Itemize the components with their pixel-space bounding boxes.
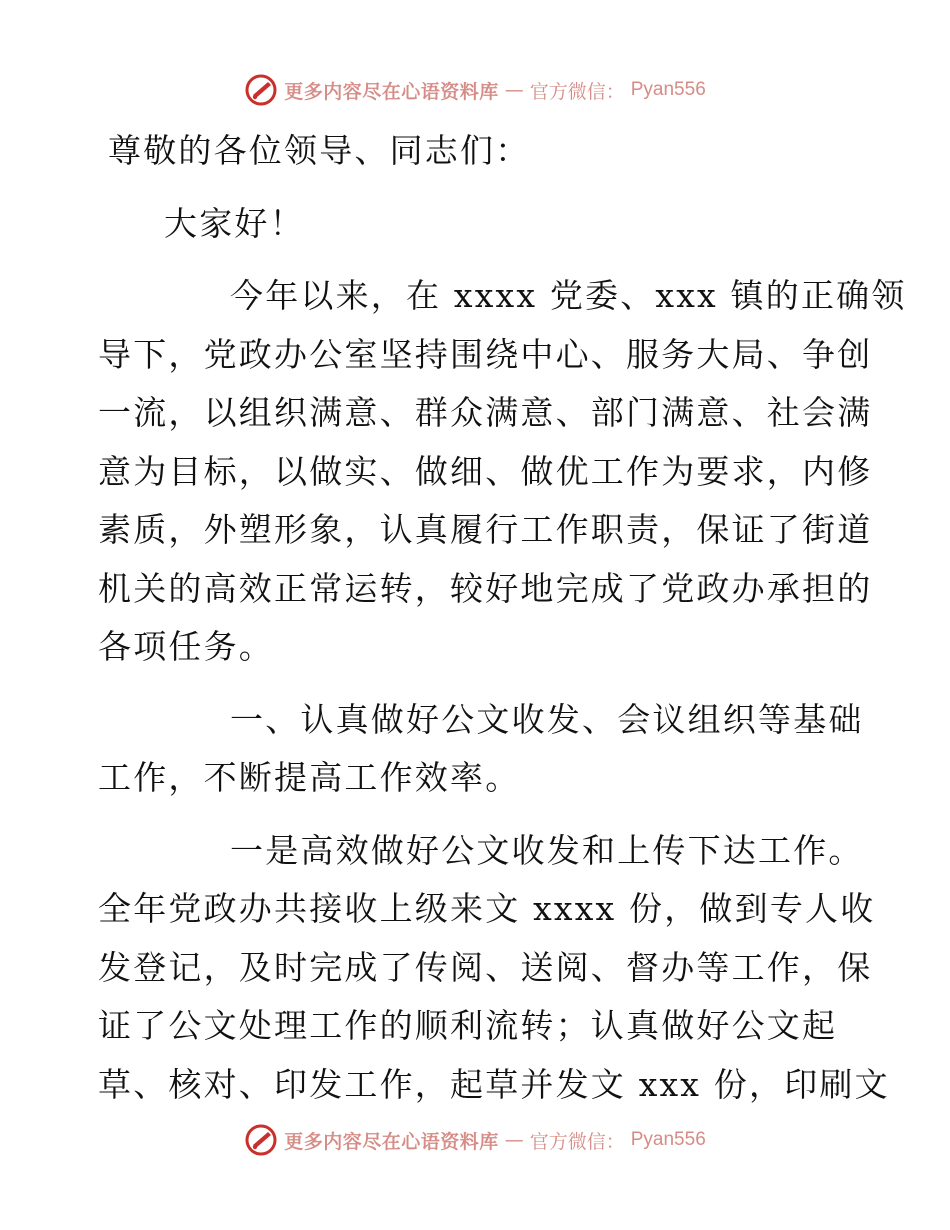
paragraph-line: 草、核对、印发工作，起草并发文 xxx 份，印刷文 [98, 1064, 890, 1104]
paragraph-line: 一流，以组织满意、群众满意、部门满意、社会满 [98, 393, 873, 432]
paragraph-line: 机关的高效正常运转，较好地完成了党政办承担的 [98, 568, 873, 608]
paragraph-line: 各项任务。 [98, 627, 274, 666]
paragraph-line: 导下，党政办公室坚持围绕中心、服务大局、争创 [98, 334, 873, 374]
paragraph-line: 素质，外塑形象，认真履行工作职责，保证了街道 [98, 510, 873, 549]
paragraph-line: 发登记，及时完成了传阅、送阅、督办等工作，保 [98, 947, 873, 987]
logo-icon [244, 1123, 278, 1157]
paragraph-line: 意为目标，以做实、做细、做优工作为要求，内修 [98, 451, 873, 491]
paragraph-line: 今年以来，在 xxxx 党委、xxx 镇的正确领 [230, 276, 907, 315]
watermark-main-text: 更多内容尽在心语资料库 [284, 80, 499, 103]
logo-icon [244, 73, 278, 107]
watermark-footer [0, 1120, 950, 1160]
heading-line: 工作，不断提高工作效率。 [98, 758, 521, 797]
salutation: 尊敬的各位领导、同志们： [108, 131, 531, 170]
watermark-header [0, 70, 950, 110]
watermark-dash: — [504, 1129, 524, 1151]
watermark-id: Pyan556 [630, 79, 706, 100]
section-heading-1 [98, 691, 864, 808]
greeting: 大家好！ [164, 203, 305, 243]
paragraph-intro [98, 267, 907, 677]
paragraph-line: 证了公文处理工作的顺利流转；认真做好公文起 [98, 1006, 838, 1045]
watermark-id: Pyan556 [630, 1129, 706, 1150]
watermark-sub-text: 官方微信： [529, 1130, 625, 1153]
document-body [98, 122, 907, 1114]
paragraph-line: 全年党政办共接收上级来文 xxxx 份，做到专人收 [98, 889, 876, 928]
paragraph-line: 一是高效做好公文收发和上传下达工作。 [230, 830, 864, 870]
watermark-dash: — [504, 79, 524, 101]
watermark-sub-text: 官方微信： [529, 80, 625, 103]
heading-line: 一、认真做好公文收发、会议组织等基础 [230, 699, 864, 739]
paragraph-section-1 [98, 822, 890, 1115]
watermark-main-text: 更多内容尽在心语资料库 [284, 1130, 499, 1153]
